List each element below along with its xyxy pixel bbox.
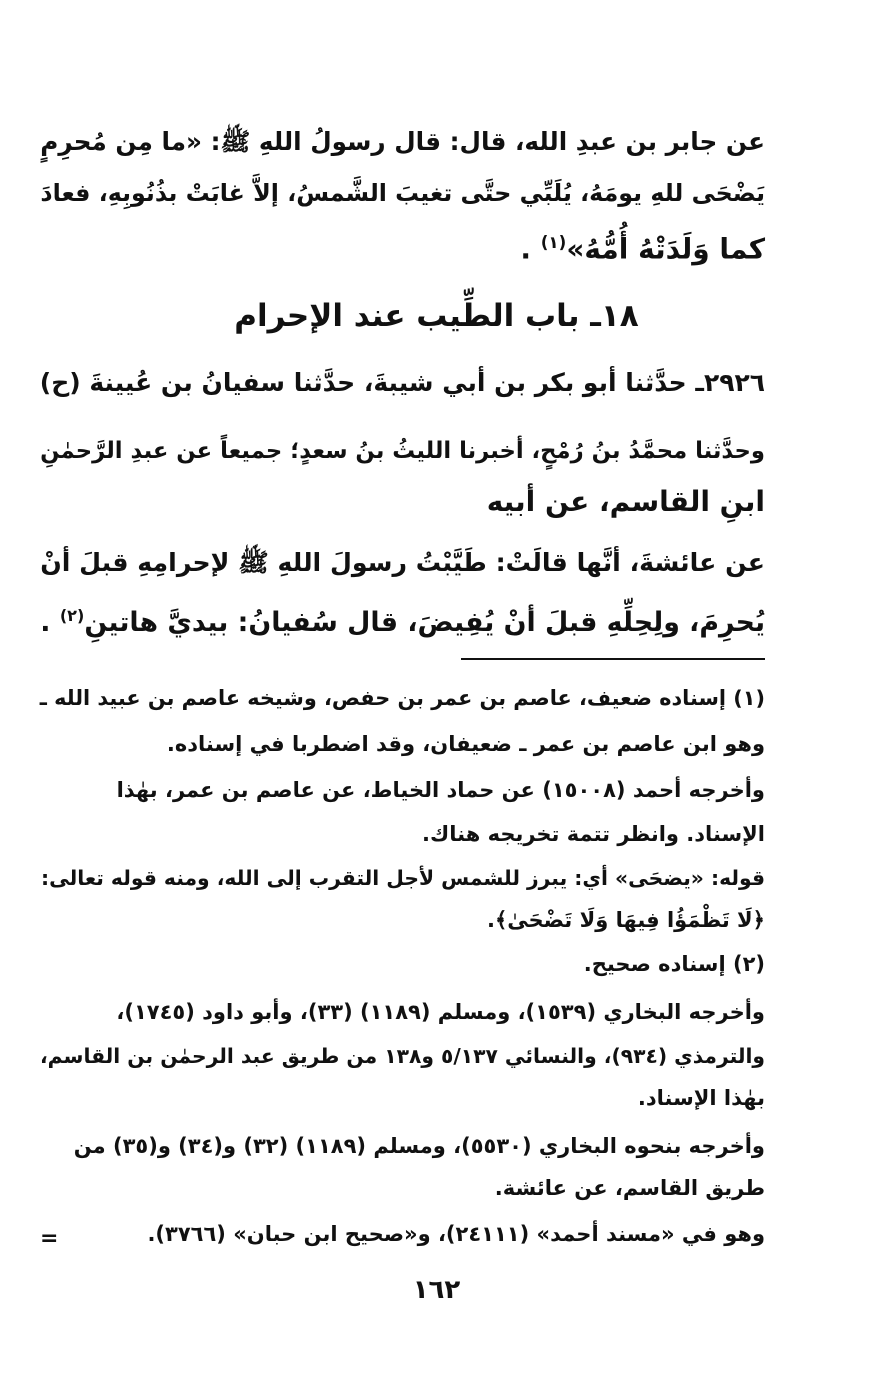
footnote-line: قوله: «يضحَى» أي: يبرز للشمس لأجل التقرب إلى الله، ومنه قوله تعالى: xyxy=(40,866,765,890)
footnote-line: وهو ابن عاصم بن عمر ـ ضعيفان، وقد اضطربا في إسناده. xyxy=(166,732,765,756)
footnote-ref-2: (٢) xyxy=(59,606,85,625)
footnote-ref-1: (١) xyxy=(540,232,567,252)
hadith-matn-line-2: يُحرِمَ، ولِحِلِّهِ قبلَ أنْ يُفِيضَ، قال سُفيانُ: بيديَّ هاتينِ$^{(٢)}$ . xyxy=(40,606,765,638)
hadith-prev-line-1: عن جابر بن عبدِ الله، قال: قال رسولُ اللهِ ﷺ: «ما مِن مُحرِمٍ xyxy=(40,127,765,156)
page-number: ١٦٢ xyxy=(412,1275,461,1305)
footnote-line: وأخرجه أحمد (١٥٠٠٨) عن حماد الخياط، عن عاصم بن عمر، بهٰذا xyxy=(116,778,765,802)
chapter-title: ١٨ـ باب الطِّيب عند الإحرام xyxy=(234,298,639,334)
continuation-mark: = xyxy=(40,1226,59,1251)
hadith-isnad-line-2: وحدَّثنا محمَّدُ بنُ رُمْحٍ، أخبرنا الليثُ بنُ سعدٍ؛ جميعاً عن عبدِ الرَّحمٰنِ xyxy=(40,438,765,464)
hadith-isnad-line-3: ابنِ القاسم، عن أبيه xyxy=(486,485,765,518)
quran-verse: ﴿لَا تَظْمَؤُا فِيهَا وَلَا تَضْحَىٰ﴾. xyxy=(487,908,765,932)
footnote-line: طريق القاسم، عن عائشة. xyxy=(494,1176,765,1200)
footnote-line: وهو في «مسند أحمد» (٢٤١١١)، و«صحيح ابن حبان» (٣٧٦٦). xyxy=(147,1222,765,1246)
footnote-line: وأخرجه البخاري (١٥٣٩)، ومسلم (١١٨٩) (٣٣)، وأبو داود (١٧٤٥)، xyxy=(116,1000,765,1024)
footnote-line: وأخرجه بنحوه البخاري (٥٥٣٠)، ومسلم (١١٨٩) (٣٢) و(٣٤) و(٣٥) من xyxy=(73,1134,765,1158)
footnote-line: (١) إسناده ضعيف، عاصم بن عمر بن حفص، وشيخه عاصم بن عبيد الله ـ xyxy=(39,686,765,710)
footnote-line: الإسناد. وانظر تتمة تخريجه هناك. xyxy=(422,822,765,846)
footnote-separator xyxy=(461,658,765,660)
hadith-matn-line-1: عن عائشةَ، أنَّها قالَتْ: طَيَّبْتُ رسولَ اللهِ ﷺ لإحرامِهِ قبلَ أنْ xyxy=(40,548,765,577)
hadith-prev-line-2: يَضْحَى للهِ يومَهُ، يُلَبِّي حتَّى تغيبَ الشَّمسُ، إلاَّ غابَتْ بذُنُوبِهِ، فعادَ xyxy=(40,179,765,207)
footnote-line: (٢) إسناده صحيح. xyxy=(583,952,765,976)
footnote-line: بهٰذا الإسناد. xyxy=(637,1086,765,1110)
hadith-isnad-line-1: ٢٩٢٦ـ حدَّثنا أبو بكر بن أبي شيبةَ، حدَّثنا سفيانُ بن عُيينةَ (ح) xyxy=(39,368,765,397)
footnote-line: والترمذي (٩٣٤)، والنسائي ٥/١٣٧ و١٣٨ من طريق عبد الرحمٰن بن القاسم، xyxy=(39,1044,765,1068)
hadith-prev-line-3: كما وَلَدَتْهُ أُمُّهُ»$^{(١)}$ . xyxy=(520,232,765,266)
